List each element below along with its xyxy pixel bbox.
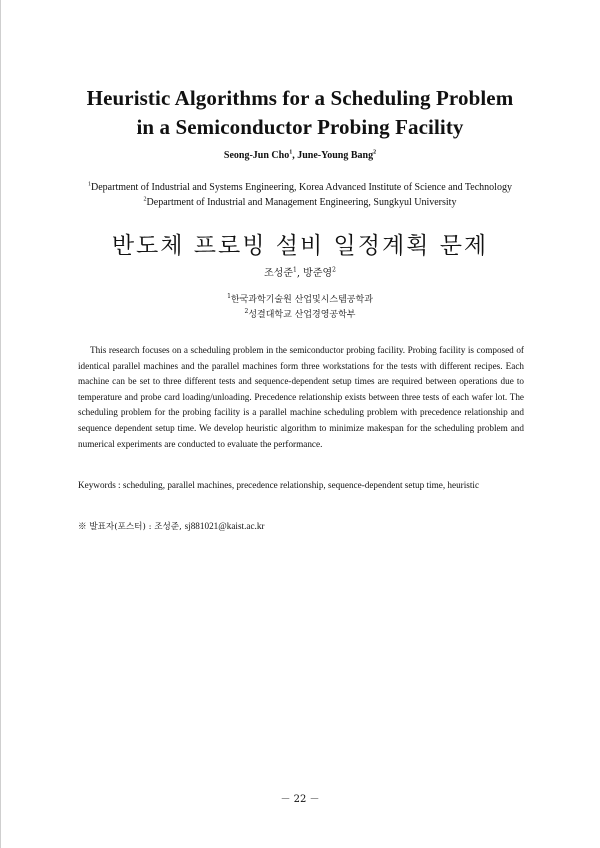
presenter-email: sj881021@kaist.ac.kr [184, 521, 265, 531]
presenter-label: ※ 발표자(포스터) : 조성준, [78, 522, 185, 532]
title-line-2: in a Semiconductor Probing Facility [136, 115, 464, 139]
affiliation-en-2 [0, 195, 600, 210]
affiliation-ko-2-sup: 2 [244, 308, 249, 315]
affiliation-ko-1 [0, 293, 600, 308]
affiliation-ko-1-text: 한국과학기술원 산업및시스템공학과 [230, 295, 373, 305]
keywords [78, 480, 538, 490]
author-ko-2-name: 방준영 [303, 268, 333, 279]
author-separator: , [292, 150, 298, 161]
affiliation-en-1-text: Department of Industrial and Systems Engineering, Korea Advanced Institute of Science and Technology [91, 182, 512, 193]
affiliation-ko-2-text: 성결대학교 산업경영공학부 [248, 310, 356, 320]
affiliation-en-2-sup: 2 [143, 196, 147, 203]
page-number: － 22 － [280, 794, 320, 805]
presenter-note [78, 520, 538, 532]
paper-title-en [0, 84, 600, 142]
author-ko-2-sup: 2 [332, 266, 336, 274]
title-line-1: Heuristic Algorithms for a Scheduling Problem [86, 86, 514, 110]
authors-en [0, 150, 600, 161]
affiliation-en-1 [0, 180, 600, 195]
affiliations-ko [0, 293, 600, 323]
author-2-name: June-Young Bang [297, 150, 374, 161]
affiliation-ko-1-sup: 1 [227, 293, 231, 300]
affiliation-en-1-sup: 1 [88, 181, 92, 188]
paper-title-ko: 반도체 프로빙 설비 일정계획 문제 [111, 233, 489, 259]
affiliation-ko-2 [0, 308, 600, 323]
author-2-sup: 2 [373, 149, 377, 156]
authors-ko [0, 264, 600, 279]
keywords-label: Keywords : [78, 480, 123, 490]
author-ko-separator: , [296, 268, 304, 279]
author-ko-1-name: 조성준 [264, 268, 293, 279]
author-1-name: Seong-Jun Cho [223, 150, 290, 161]
affiliation-en-2-text: Department of Industrial and Management Engineering, Sungkyul University [146, 197, 457, 208]
keywords-text: scheduling, parallel machines, precedence relationship, sequence-dependent setup time, heuristic [122, 480, 480, 490]
abstract: This research focuses on a scheduling problem in the semiconductor probing facility. Probing facility is composed of identical parallel machines and the parallel machines form three workstations for the tests with different recipes. Each machine can be set to three different tests and sequence-dependent setup times are required between operations due to temperature and probe card loading/unloading. Precedence relationship exists between three tests of each wafer lot. The scheduling problem for the probing facility is a parallel machine scheduling problem with precedence relationship and sequence dependent setup time. We develop heuristic algorithm to minimize makespan for the scheduling problem and numerical experiments are conducted to evaluate the performance. [78, 345, 524, 449]
author-1-sup: 1 [289, 149, 293, 156]
author-ko-1-sup: 1 [292, 266, 297, 274]
affiliations-en [0, 180, 600, 210]
